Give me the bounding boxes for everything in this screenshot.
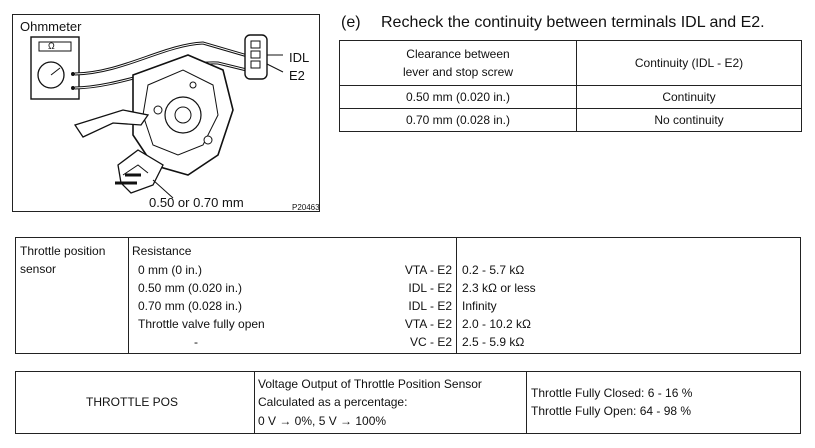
recheck-step: [341, 14, 811, 38]
clearance-header: Clearance between lever and stop screw: [340, 41, 577, 86]
terminal-cell: VTA - E2: [404, 263, 452, 277]
terminal-cell: IDL - E2: [408, 299, 452, 313]
table-row: 0.50 mm (0.020 in.) Continuity: [340, 86, 802, 109]
step-instruction: Recheck the continuity between terminals IDL and E2.: [381, 14, 765, 31]
value-cell: Infinity: [462, 299, 497, 313]
value-cell: 0.2 - 5.7 kΩ: [462, 263, 525, 277]
condition-cell: Throttle valve fully open: [138, 317, 265, 331]
item-name-line-2: sensor: [20, 262, 57, 276]
ohm-symbol-icon: Ω: [48, 41, 55, 51]
step-marker: (e): [341, 14, 361, 31]
terminal-cell: VTA - E2: [404, 317, 452, 331]
condition-cell: 0 mm (0 in.): [138, 263, 203, 277]
tp-value-closed: Throttle Fully Closed: 6 - 16 %: [531, 386, 693, 400]
table-row: 0.70 mm (0.028 in.) No continuity: [340, 109, 802, 132]
tp-value-open: Throttle Fully Open: 64 - 98 %: [531, 404, 692, 418]
throttle-pos-table: [15, 371, 801, 434]
terminal-idl-label: IDL: [289, 50, 310, 65]
value-cell: 2.5 - 5.9 kΩ: [462, 335, 525, 349]
resistance-table: [15, 237, 801, 354]
item-name-line-1: Throttle position: [20, 244, 106, 258]
terminal-cell: VC - E2: [409, 335, 452, 349]
clearance-label: 0.50 or 0.70 mm: [149, 195, 244, 210]
throttle-body-drawing: [13, 15, 319, 211]
continuity-header: Continuity (IDL - E2): [577, 41, 802, 86]
resistance-heading: Resistance: [132, 244, 192, 258]
figure-code: P20463: [292, 203, 320, 212]
tp-description-line-1: Voltage Output of Throttle Position Sensor: [258, 377, 482, 391]
continuity-table: [339, 40, 802, 132]
value-cell: 2.3 kΩ or less: [462, 281, 536, 295]
condition-cell: 0.50 mm (0.020 in.): [138, 281, 243, 295]
tp-description-line-3: 0 V → 0%, 5 V → 100%: [258, 414, 387, 428]
condition-cell: 0.70 mm (0.028 in.): [138, 299, 243, 313]
tp-description-line-2: Calculated as a percentage:: [258, 395, 408, 409]
value-cell: 2.0 - 10.2 kΩ: [462, 317, 532, 331]
terminal-cell: IDL - E2: [408, 281, 452, 295]
terminal-e2-label: E2: [289, 68, 305, 83]
tp-item-name: THROTTLE POS: [86, 395, 179, 409]
throttle-sensor-illustration: [12, 14, 320, 212]
table-header-row: [340, 41, 802, 86]
ohmmeter-label: Ohmmeter: [20, 19, 82, 34]
condition-cell: -: [194, 335, 198, 349]
